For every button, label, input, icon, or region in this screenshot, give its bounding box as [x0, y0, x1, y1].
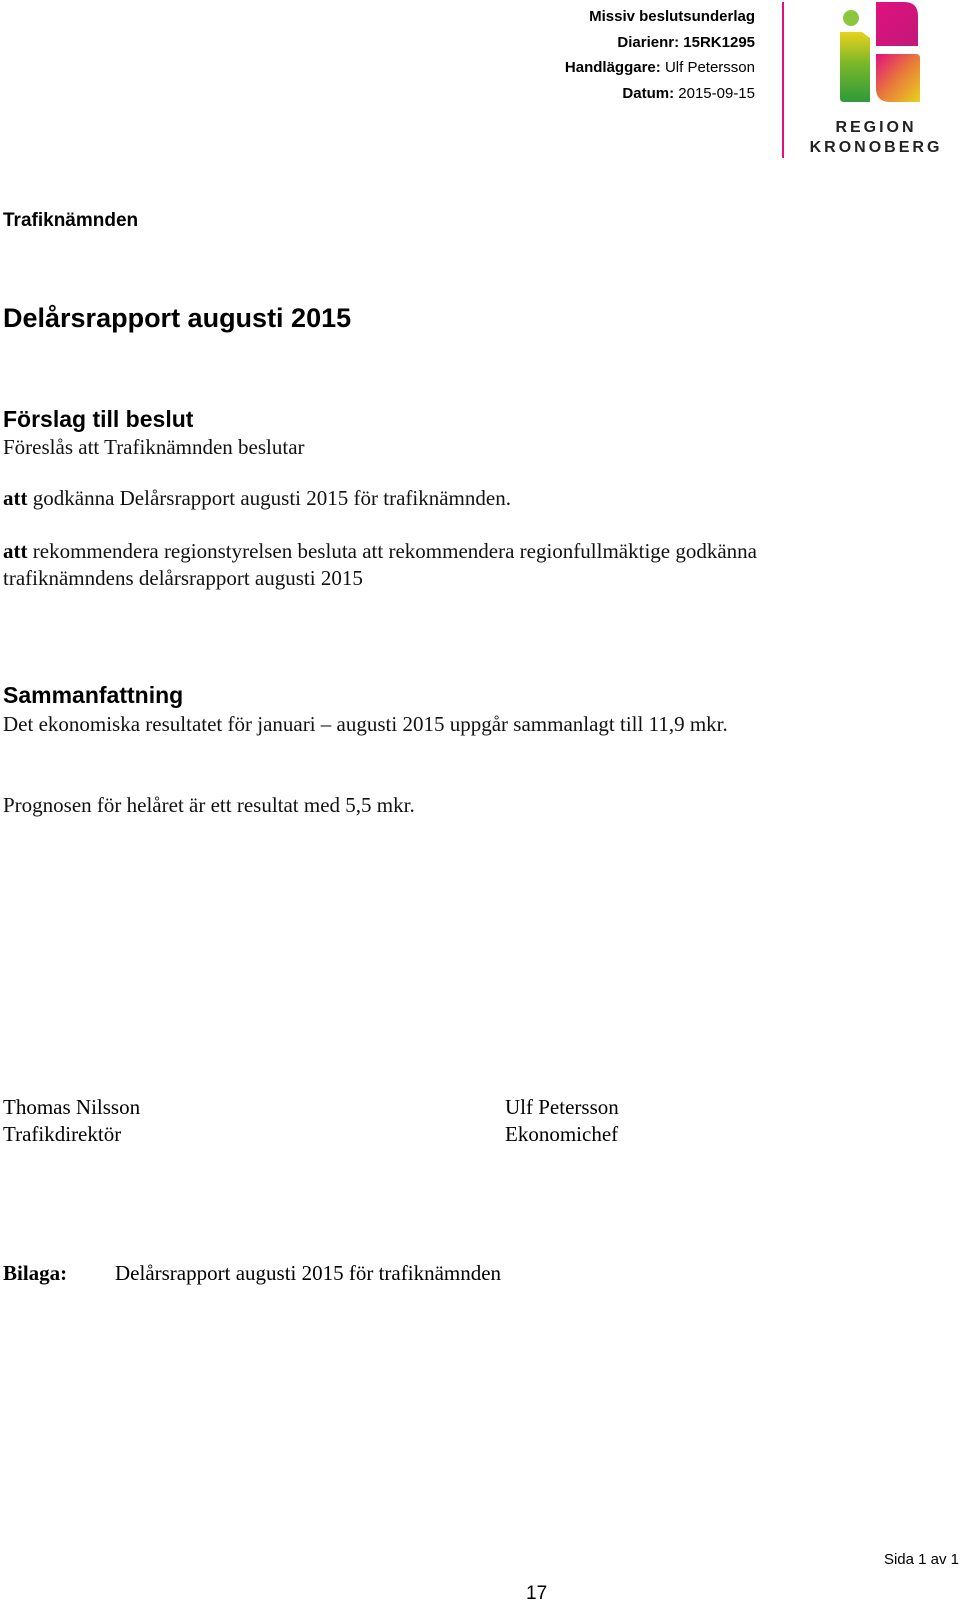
- proposal-item-text: rekommendera regionstyrelsen besluta att rekommendera regionfullmäktige godkänna trafiknämndens delårsrapport augusti 2015: [3, 539, 757, 590]
- logo-line-region: REGION: [835, 119, 917, 136]
- proposal-intro: Föreslås att Trafiknämnden beslutar: [3, 435, 305, 459]
- signature-role: Trafikdirektör: [3, 1122, 122, 1146]
- logo-wordmark: [806, 118, 946, 158]
- proposal-item-text: godkänna Delårsrapport augusti 2015 för trafiknämnden.: [27, 486, 511, 510]
- summary-paragraph: Det ekonomiska resultatet för januari – augusti 2015 uppgår sammanlagt till 11,9 mkr.: [3, 712, 728, 736]
- proposal-item-lead: att: [3, 539, 28, 563]
- proposal-heading: Förslag till beslut: [3, 406, 194, 432]
- logo-divider: [782, 2, 784, 158]
- signature-role: Ekonomichef: [505, 1122, 619, 1146]
- logo-left-shape: [840, 32, 870, 102]
- doc-type: Missiv beslutsunderlag: [589, 8, 755, 25]
- document-metadata: [565, 4, 755, 106]
- logo-line-kronoberg: KRONOBERG: [809, 139, 943, 156]
- logo-bottom-shape: [876, 54, 920, 102]
- committee-name: Trafiknämnden: [3, 210, 139, 231]
- proposal-item: [3, 538, 773, 592]
- signature-name: Ulf Petersson: [505, 1095, 619, 1119]
- attachment-line: [3, 1260, 501, 1287]
- attachment-text: Delårsrapport augusti 2015 för trafiknämnden: [115, 1261, 502, 1285]
- logo-top-shape: [876, 2, 918, 46]
- signature-name: Thomas Nilsson: [3, 1095, 141, 1119]
- logo-dot: [843, 10, 859, 26]
- attachment-label: Bilaga:: [3, 1261, 68, 1285]
- signature-block: [505, 1094, 619, 1148]
- datum: Datum: 2015-09-15: [622, 84, 755, 102]
- page-info: Sida 1 av 1: [883, 1551, 959, 1568]
- proposal-item-lead: att: [3, 486, 28, 510]
- proposal-item: [3, 485, 803, 512]
- summary-paragraph: Prognosen för helåret är ett resultat med 5,5 mkr.: [3, 793, 415, 817]
- summary-heading: Sammanfattning: [3, 682, 184, 708]
- signature-block: [3, 1094, 140, 1148]
- region-kronoberg-logo-icon: [830, 2, 922, 106]
- page-number: 17: [526, 1583, 548, 1604]
- page-title: Delårsrapport augusti 2015: [3, 303, 352, 333]
- diarienr: Diarienr: 15RK1295: [617, 33, 755, 51]
- handlaggare: Handläggare: Ulf Petersson: [564, 59, 755, 76]
